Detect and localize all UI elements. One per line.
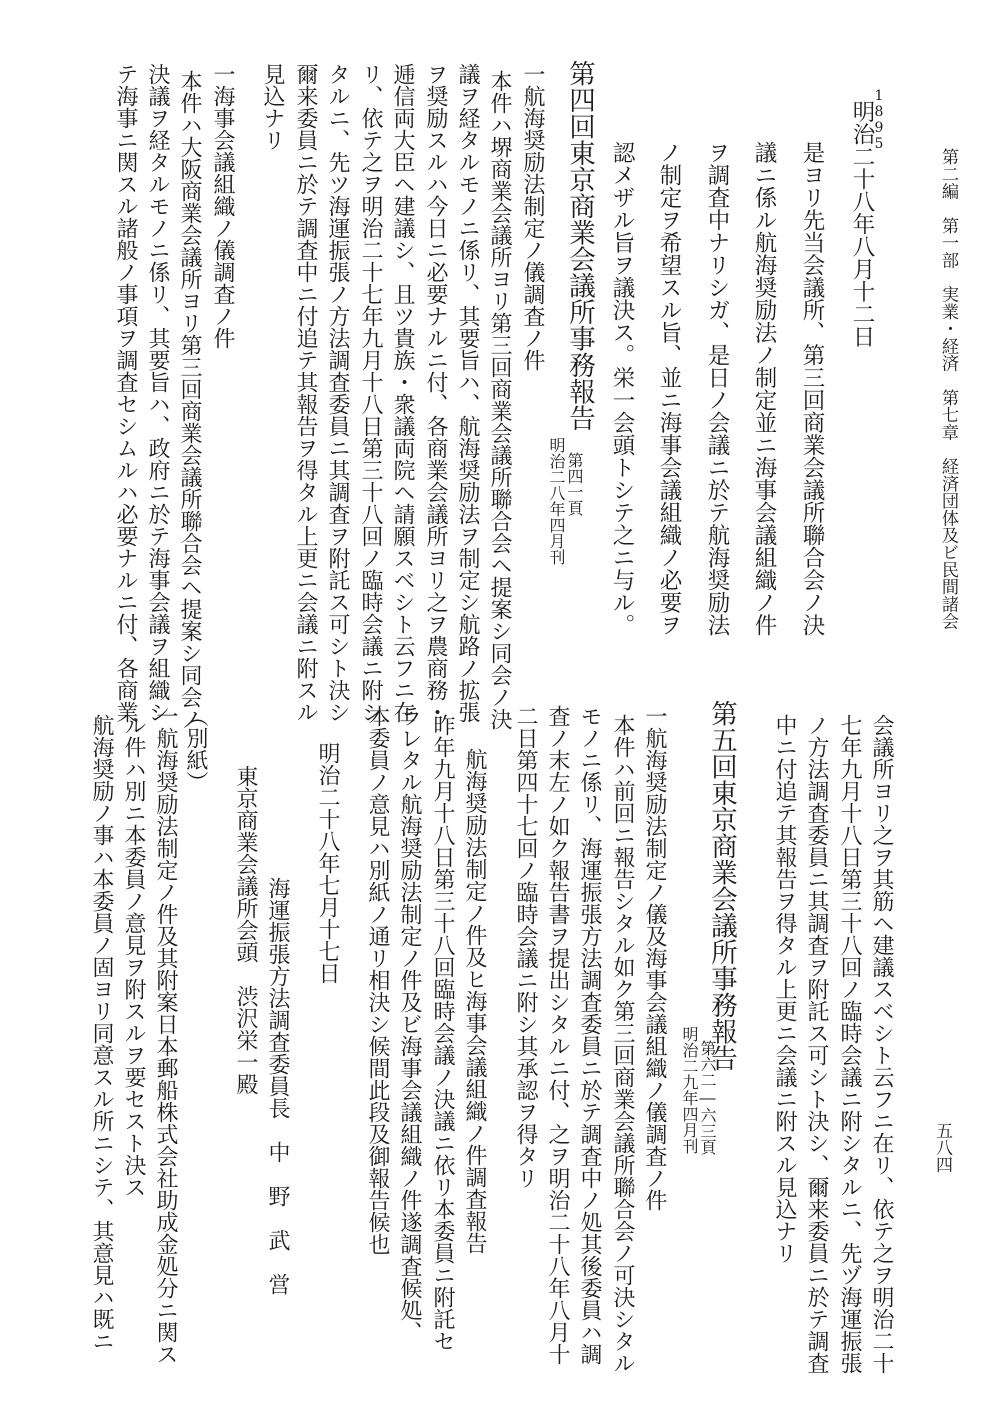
page-number: 五八四 <box>932 1122 952 1173</box>
attachment-line: 航海奨励ノ事ハ本委員ノ固ヨリ同意スル所ニシテ、其意見ハ既ニ <box>89 714 114 1352</box>
report5-line: 本件ハ前回ニ報告シタル如ク第三回商業会議所聯合会ノ可決シタル <box>610 714 635 1374</box>
report4-title: 第四回東京商業会議所事務報告 <box>564 60 595 431</box>
report4-line: 本件ハ大阪商業会議所ヨリ第三回商業会議所聯合会ヘ提案シ同会ノ <box>177 70 202 730</box>
report4-line: ヲ奨励スルハ今日ニ必要ナルニ付、各商業会議所ヨリ之ヲ農商務・ <box>423 63 448 723</box>
summary-line: 認メザル旨ヲ議決ス。栄一会頭トシテ之ニ与ル。 <box>609 141 635 636</box>
continued-line: 七年九月十八日第三十八回ノ臨時会議ニ附シタルニ、先ヅ海運振張 <box>837 714 862 1374</box>
report5-report-body: ラレタル航海奨励法制定ノ件及ビ海事会議組織ノ件遂調査候処、 <box>397 705 422 1343</box>
running-head: 第二編 第一部 実業・経済 第七章 経済団体及ビ民間諸会 <box>938 148 958 630</box>
attachment-line: 一航海奨励法制定ノ件及其附案日本郵船株式会社助成金処分ニ関ス <box>153 705 178 1365</box>
report5-line: 査ノ末左ノ如ク報告書ヲ提出シタルニ付、之ヲ明治二十八年八月十 <box>545 705 570 1365</box>
report5-report-body: 本委員ノ意見ハ別紙ノ通リ相決シ候間此段及御報告候也 <box>365 705 390 1255</box>
report4-line: 爾来委員ニ於テ調査中ニ付追テ其報告ヲ得タル上更ニ会議ニ附スル <box>293 63 318 723</box>
year-label: 1895 <box>871 88 887 152</box>
report5-addressee: 東京商業会議所会頭 渋沢栄一殿 <box>233 765 258 1095</box>
report4-line: テ海事ニ関スル諸般ノ事項ヲ調査セシムルハ必要ナルニ付、各商業 <box>113 63 138 723</box>
report4-line: 逓信両大臣ヘ建議シ、且ツ貴族・衆議両院ヘ請願スベシト云フニ在 <box>390 63 415 723</box>
continued-line: 会議所ヨリ之ヲ其筋ヘ建議スベシト云フニ在リ、依テ之ヲ明治二十 <box>869 714 894 1374</box>
report5-line: モノニ係リ、海運振張方法調査委員ニ於テ調査中ノ処其後委員ハ調 <box>577 705 602 1365</box>
report5-signer: 海運振張方法調査委員長 中 野 武 営 <box>265 877 290 1295</box>
summary-line: 議ニ係ル航海奨励法ノ制定並ニ海事会議組織ノ件 <box>751 141 777 636</box>
report5-title: 第五回東京商業会議所事務報告 <box>706 700 737 1071</box>
report4-source-pages: 第四一頁 <box>565 452 584 516</box>
report5-report-date: 明治二十八年七月十七日 <box>315 742 340 984</box>
report5-report-title: 航海奨励法制定ノ件及ヒ海事会議組織ノ件調査報告 <box>462 748 487 1254</box>
summary-line: ヲ調査中ナリシガ、是日ノ会議ニ於テ航海奨励法 <box>704 141 730 636</box>
report4-line: 一航海奨励法制定ノ儀調査ノ件 <box>520 63 545 371</box>
summary-line: 是ヨリ先当会議所、第三回商業会議所聯合会ノ決 <box>799 141 825 636</box>
continued-line: ノ方法調査委員ニ其調査ヲ附託ス可シト決シ、爾来委員ニ於テ調査 <box>804 714 829 1374</box>
report4-line: 見込ナリ <box>260 63 285 151</box>
report4-line: 本件ハ堺商業会議所ヨリ第三回商業会議所聯合会ヘ提案シ同会ノ決 <box>487 70 512 730</box>
attachment-label: （別紙） <box>183 705 208 793</box>
report5-report-body: 昨年九月十八日第三十八回臨時会議ノ決議ニ依リ本委員ニ附託セ <box>430 714 455 1352</box>
report5-source-pages: 第六二―六三頁 <box>698 1040 717 1155</box>
report4-line: 一海事会議組織ノ儀調査ノ件 <box>210 63 235 349</box>
continued-line: 中ニ付追テ其報告ヲ得タル上更ニ会議ニ附スル見込ナリ <box>772 714 797 1264</box>
report4-line: 議ヲ経タルモノニ係リ、其要旨ハ、航海奨励法ヲ制定シ航路ノ拡張 <box>455 63 480 723</box>
report4-source-date: 明治二八年四月刊 <box>547 437 566 565</box>
entry-date: 明治二十八年八月十二日 <box>849 100 875 348</box>
report5-source-date: 明治二九年四月刊 <box>680 1026 699 1154</box>
report5-line: 二日第四十七回ノ臨時会議ニ附シ其承認ヲ得タリ <box>513 705 538 1189</box>
summary-line: ノ制定ヲ希望スル旨、並ニ海事会議組織ノ必要ヲ <box>656 141 682 636</box>
report4-line: 決議ヲ経タルモノニ係リ、其要旨ハ、政府ニ於テ海事会議ヲ組織シ <box>145 63 170 723</box>
attachment-line: ル件ハ別ニ本委員ノ意見ヲ附スルヲ要セスト決ス <box>121 714 146 1198</box>
report4-line: タルニ、先ツ海運振張ノ方法調査委員ニ其調査ヲ附託ス可シト決シ <box>325 63 350 723</box>
report4-line: リ、依テ之ヲ明治二十七年九月十八日第三十八回ノ臨時会議ニ附シ <box>358 63 383 723</box>
report5-line: 一航海奨励法制定ノ儀及海事会議組織ノ儀調査ノ件 <box>642 705 667 1211</box>
